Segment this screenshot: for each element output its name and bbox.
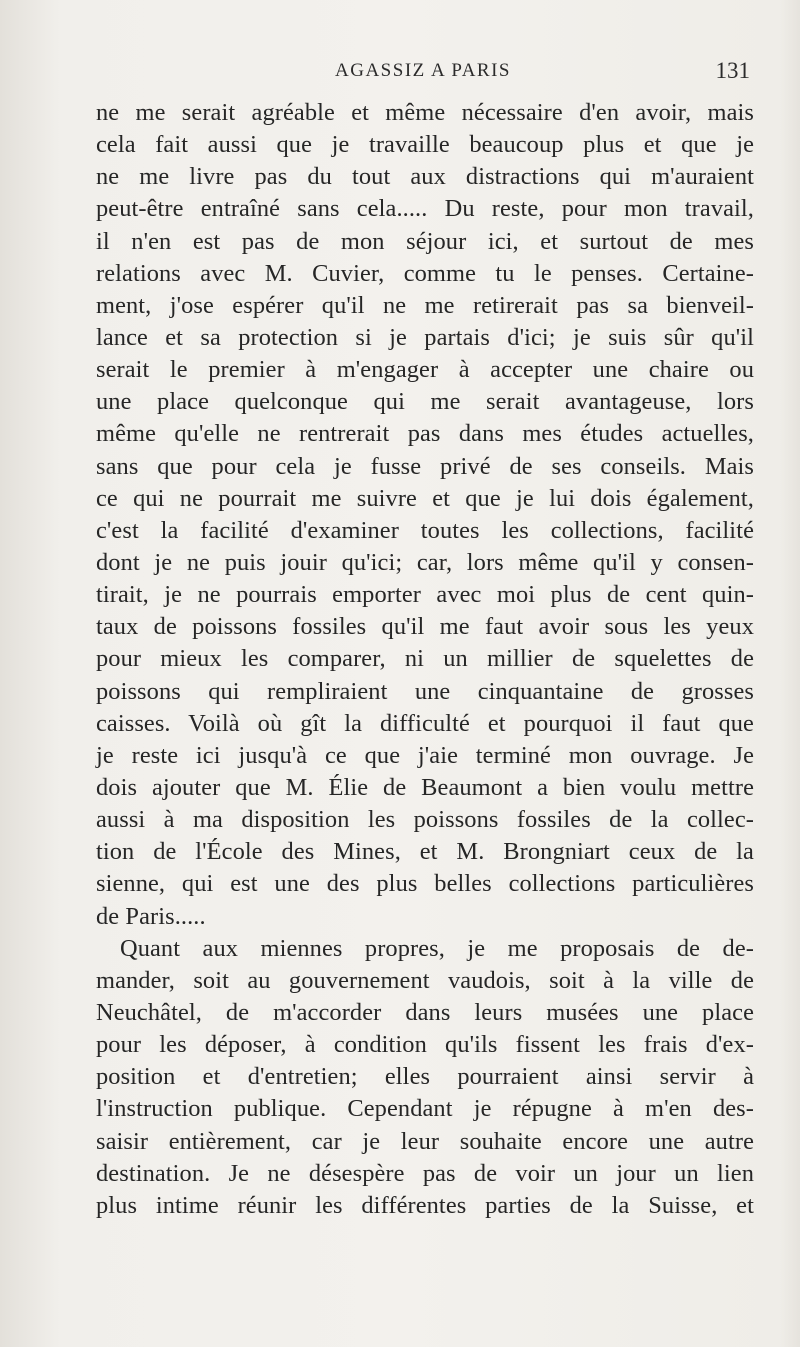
text-line: peut-être entraîné sans cela..... Du reste, pour mon travail,	[96, 195, 754, 223]
text-line: tion de l'École des Mines, et M. Brongniart ceux de la	[96, 838, 754, 866]
text-line: mander, soit au gouvernement vaudois, soit à la ville de	[96, 966, 754, 994]
text-line: cela fait aussi que je travaille beaucoup plus et que je	[96, 131, 754, 159]
text-line: même qu'elle ne rentrerait pas dans mes études actuelles,	[96, 420, 754, 448]
text-line: Quant aux miennes propres, je me proposais de de-	[120, 934, 754, 962]
text-line: position et d'entretien; elles pourraient ainsi servir à	[96, 1063, 754, 1091]
page-number: 131	[715, 58, 750, 83]
text-line: relations avec M. Cuvier, comme tu le penses. Certaine-	[96, 259, 754, 287]
text-line: plus intime réunir les différentes parties de la Suisse, et	[96, 1191, 754, 1219]
text-line: ment, j'ose espérer qu'il ne me retirerait pas sa bienveil-	[96, 291, 754, 319]
text-line: saisir entièrement, car je leur souhaite encore une autre	[96, 1127, 754, 1155]
body-text	[96, 97, 754, 1222]
text-line: aussi à ma disposition les poissons fossiles de la collec-	[96, 806, 754, 834]
text-line: dont je ne puis jouir qu'ici; car, lors même qu'il y consen-	[96, 548, 754, 576]
text-line: pour les déposer, à condition qu'ils fissent les frais d'ex-	[96, 1031, 754, 1059]
text-line: Neuchâtel, de m'accorder dans leurs musées une place	[96, 998, 754, 1026]
text-line: serait le premier à m'engager à accepter une chaire ou	[96, 356, 754, 384]
text-line: une place quelconque qui me serait avantageuse, lors	[96, 388, 754, 416]
text-line: sans que pour cela je fusse privé de ses conseils. Mais	[96, 452, 754, 480]
text-line: tirait, je ne pourrais emporter avec moi plus de cent quin-	[96, 581, 754, 609]
text-line: pour mieux les comparer, ni un millier de squelettes de	[96, 645, 754, 673]
text-line: de Paris.....	[96, 902, 206, 930]
text-line: ce qui ne pourrait me suivre et que je lui dois également,	[96, 484, 754, 512]
running-head	[96, 58, 750, 88]
running-title: AGASSIZ A PARIS	[335, 60, 511, 81]
text-line: c'est la facilité d'examiner toutes les collections, facilité	[96, 516, 754, 544]
text-line: poissons qui rempliraient une cinquantaine de grosses	[96, 677, 754, 705]
text-line: lance et sa protection si je partais d'ici; je suis sûr qu'il	[96, 323, 754, 351]
text-line: taux de poissons fossiles qu'il me faut avoir sous les yeux	[96, 613, 754, 641]
text-line: l'instruction publique. Cependant je répugne à m'en des-	[96, 1095, 754, 1123]
text-line: destination. Je ne désespère pas de voir un jour un lien	[96, 1159, 754, 1187]
text-line: sienne, qui est une des plus belles collections particulières	[96, 870, 754, 898]
text-line: il n'en est pas de mon séjour ici, et surtout de mes	[96, 227, 754, 255]
text-line: je reste ici jusqu'à ce que j'aie terminé mon ouvrage. Je	[96, 741, 754, 769]
text-line: caisses. Voilà où gît la difficulté et pourquoi il faut que	[96, 709, 754, 737]
text-line: dois ajouter que M. Élie de Beaumont a bien voulu mettre	[96, 773, 754, 801]
text-line: ne me livre pas du tout aux distractions qui m'auraient	[96, 163, 754, 191]
text-line: ne me serait agréable et même nécessaire d'en avoir, mais	[96, 99, 754, 126]
